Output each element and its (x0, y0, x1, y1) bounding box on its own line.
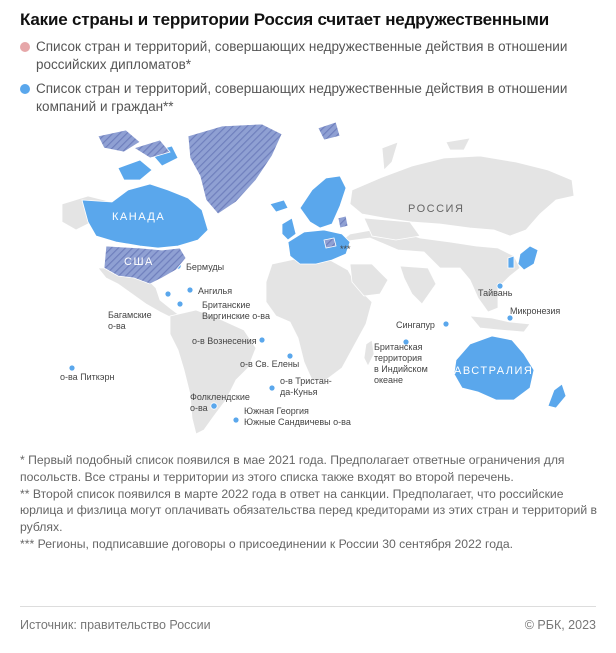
label-australia: АВСТРАЛИЯ (454, 365, 534, 377)
marker-singapore (443, 321, 449, 327)
label-ascension: о-в Вознесения (192, 336, 257, 346)
land-new-zealand (548, 384, 566, 408)
label-canada: КАНАДА (112, 211, 166, 223)
marker-pitcairn (69, 365, 75, 371)
label-bvi-2: Виргинские о-ва (202, 311, 270, 321)
land-baltics (338, 216, 348, 228)
label-biot-1: Британская (374, 342, 423, 352)
credit-text: © РБК, 2023 (524, 618, 596, 632)
label-tristan-1: о-в Тристан- (280, 376, 332, 386)
marker-bvi (177, 301, 183, 307)
land-iceland (270, 200, 288, 212)
label-usa: США (124, 256, 154, 268)
label-falklands-2: о-ва (190, 403, 208, 413)
footer (20, 618, 596, 632)
label-falklands-1: Фолклендские (190, 392, 250, 402)
legend-text-diplomats: Список стран и территорий, совершающих недружественные действия в отношении российских дипломатов* (36, 39, 568, 72)
footnote-2: ** Второй список появился в марте 2022 года в ответ на санкции. Предполагает, что российские юрлица и физлица могут оплачивать обязательства перед кредиторами из этих стран и территорий в рублях. (20, 486, 598, 535)
label-annexed-mark: *** (340, 244, 351, 254)
land-novaya-zemlya (382, 142, 398, 170)
marker-ascension (259, 337, 265, 343)
label-south-georgia-1: Южная Георгия (244, 406, 309, 416)
land-india (400, 266, 436, 304)
label-bvi-1: Британские (202, 300, 251, 310)
land-japan (518, 246, 538, 270)
land-greenland (188, 124, 282, 214)
footer-divider (20, 606, 596, 607)
legend-item-companies (20, 80, 610, 116)
legend-item-diplomats (20, 38, 610, 74)
label-biot-3: в Индийском (374, 364, 428, 374)
marker-anguilla (187, 287, 193, 293)
marker-falklands (211, 403, 217, 409)
land-south-korea (508, 256, 514, 268)
footnote-3: *** Регионы, подписавшие договоры о присоединении к России 30 сентября 2022 года. (20, 536, 513, 551)
land-arctic-island (446, 138, 470, 150)
world-map (0, 118, 616, 438)
label-singapore: Сингапур (396, 320, 435, 330)
land-czechia (324, 238, 336, 248)
marker-tristan (269, 385, 275, 391)
label-biot-4: океане (374, 375, 404, 385)
marker-south-georgia (233, 417, 239, 423)
label-tristan-2: да-Кунья (280, 387, 318, 397)
legend-text-companies: Список стран и территорий, совершающих недружественные действия в отношении компаний и граждан** (36, 81, 568, 114)
footnotes (20, 452, 600, 553)
label-anguilla: Ангилья (198, 286, 233, 296)
label-pitcairn: о-ва Питкэрн (60, 372, 115, 382)
label-taiwan: Тайвань (478, 288, 513, 298)
footnote-1: * Первый подобный список появился в мае 2021 года. Предполагает ответные ограничения для посольств. Все страны и территории из этого списка также входят во второй перечень. (20, 453, 565, 484)
label-south-georgia-2: Южные Сандвичевы о-ва (244, 417, 351, 427)
legend-dot-blue (20, 84, 30, 94)
land-uk (282, 218, 296, 240)
label-micronesia: Микронезия (510, 306, 561, 316)
land-madagascar (364, 340, 374, 366)
label-biot-2: территория (374, 353, 422, 363)
label-bermuda: Бермуды (186, 262, 225, 272)
chart-title: Какие страны и территории Россия считает недружественными (20, 10, 549, 29)
label-bahamas-1: Багамские (108, 310, 152, 320)
label-bahamas-2: о-ва (108, 321, 126, 331)
source-text: Источник: правительство России (20, 618, 211, 632)
legend-dot-pink (20, 42, 30, 52)
land-sea-islands (470, 316, 530, 332)
label-st-helena: о-в Св. Елены (240, 359, 300, 369)
land-svalbard (318, 122, 340, 140)
land-arctic-hatched (98, 130, 140, 152)
label-russia: РОССИЯ (408, 203, 465, 215)
land-canada-islands (118, 160, 152, 180)
marker-bahamas (165, 291, 171, 297)
